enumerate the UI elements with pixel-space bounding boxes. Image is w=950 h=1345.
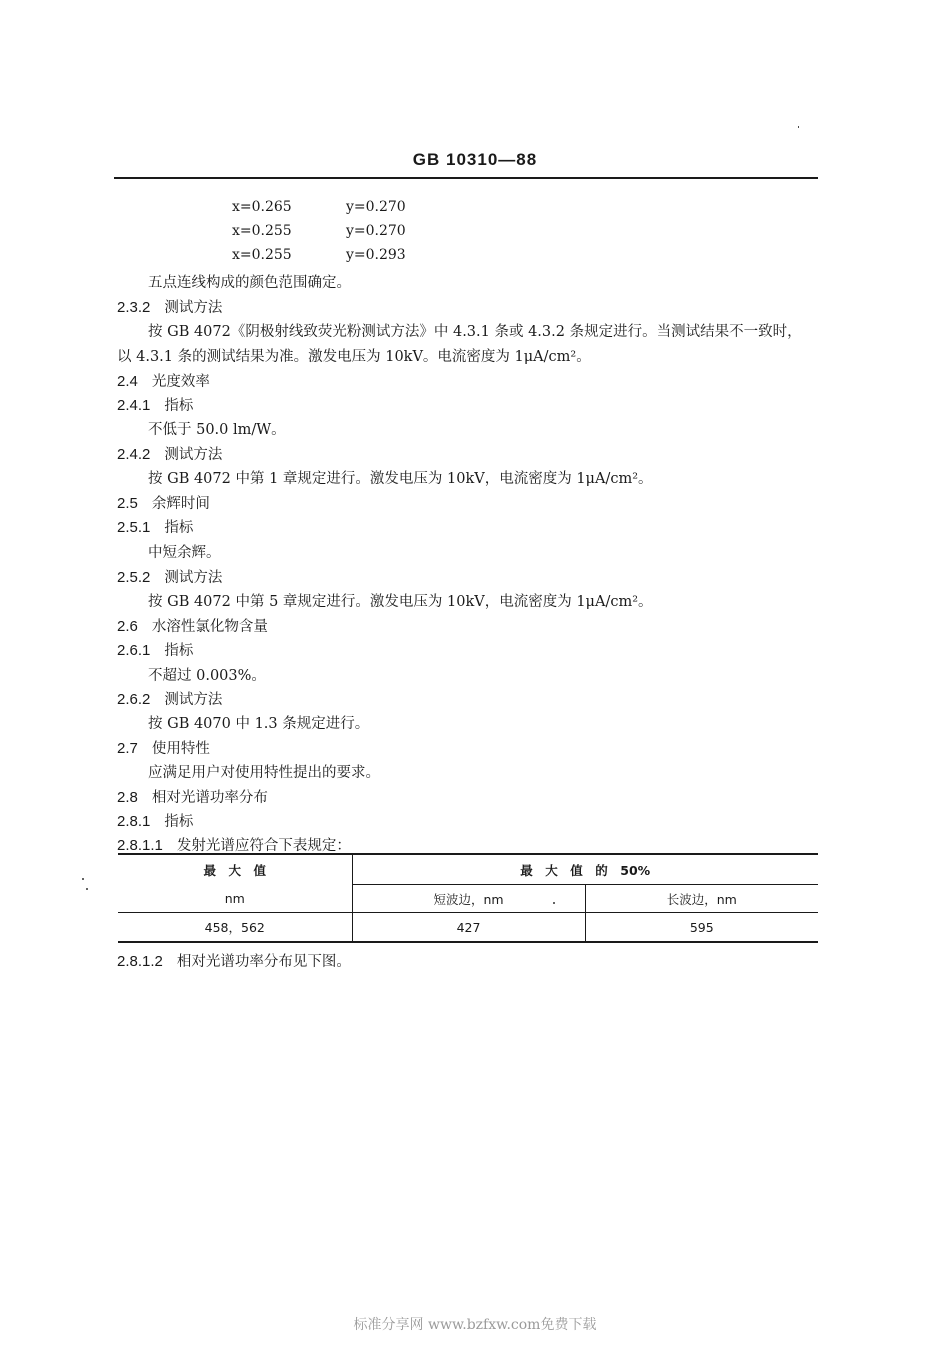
section-number: 2.5 xyxy=(117,495,138,512)
body-text: 以 4.3.1 条的测试结果为准。激发电压为 10kV。电流密度为 1μA/cm²。 xyxy=(117,349,591,365)
scan-speck xyxy=(82,878,84,880)
section-number: 2.8 xyxy=(117,789,138,806)
section-heading xyxy=(117,296,222,317)
table-row xyxy=(118,854,818,885)
section-number: 2.8.1.2 xyxy=(117,953,163,970)
section-heading xyxy=(117,443,222,464)
section-heading xyxy=(117,834,351,855)
header-rule xyxy=(114,177,818,179)
section-heading xyxy=(117,737,210,758)
scan-speck xyxy=(798,126,799,128)
table-cell-long: 595 xyxy=(585,913,818,943)
body-text: 中短余辉。 xyxy=(148,545,221,561)
table-row xyxy=(118,885,818,913)
scan-speck xyxy=(86,888,88,890)
section-title: 指标 xyxy=(164,520,194,536)
body-text: 按 GB 4072 中第 1 章规定进行。激发电压为 10kV，电流密度为 1μA/cm²。 xyxy=(148,471,653,487)
section-title: 余辉时间 xyxy=(151,496,210,512)
section-title: 指标 xyxy=(164,643,194,659)
table-header-peak: 最 大 值 xyxy=(203,862,266,878)
coord-x-2: x=0.255 xyxy=(232,223,292,239)
body-text: 不低于 50.0 lm/W。 xyxy=(148,422,286,438)
section-number: 2.4.1 xyxy=(117,397,151,414)
section-title: 测试方法 xyxy=(164,300,223,316)
table-header-half-max: 最 大 值 的 50% xyxy=(352,854,818,885)
section-heading xyxy=(117,566,222,587)
body-text: 按 GB 4072 中第 5 章规定进行。激发电压为 10kV，电流密度为 1μA/cm²。 xyxy=(148,594,653,610)
section-heading xyxy=(117,370,210,391)
section-number: 2.8.1.1 xyxy=(117,837,163,854)
section-number: 2.4.2 xyxy=(117,446,151,463)
table-cell-short: 427 xyxy=(352,913,585,943)
section-number: 2.3.2 xyxy=(117,299,151,316)
table-row xyxy=(118,913,818,943)
watermark-footer: 标准分享网 www.bzfxw.com免费下载 xyxy=(353,1317,597,1333)
section-title: 相对光谱功率分布 xyxy=(151,790,268,806)
section-number: 2.6 xyxy=(117,618,138,635)
coord-y-3: y=0.293 xyxy=(346,247,406,263)
body-text: 应满足用户对使用特性提出的要求。 xyxy=(148,765,380,781)
body-text: 按 GB 4070 中 1.3 条规定进行。 xyxy=(148,716,370,732)
section-heading xyxy=(117,950,351,971)
coord-y-1: y=0.270 xyxy=(346,199,406,215)
section-heading xyxy=(117,492,210,513)
table-header-long-wave: 长波边，nm xyxy=(585,885,818,913)
section-number: 2.6.2 xyxy=(117,691,151,708)
section-title: 指标 xyxy=(164,814,194,830)
section-number: 2.5.1 xyxy=(117,519,151,536)
section-title: 光度效率 xyxy=(151,374,210,390)
body-text: 不超过 0.003%。 xyxy=(148,668,266,684)
section-heading xyxy=(117,516,193,537)
table-header-peak-unit: nm xyxy=(224,890,245,906)
section-number: 2.5.2 xyxy=(117,569,151,586)
table-cell-peak: 458，562 xyxy=(118,913,352,943)
section-title: 水溶性氯化物含量 xyxy=(151,619,268,635)
section-number: 2.6.1 xyxy=(117,642,151,659)
section-number: 2.4 xyxy=(117,373,138,390)
body-text: 五点连线构成的颜色范围确定。 xyxy=(148,275,351,291)
section-number: 2.7 xyxy=(117,740,138,757)
section-title: 使用特性 xyxy=(151,741,210,757)
section-heading xyxy=(117,688,222,709)
section-number: 2.8.1 xyxy=(117,813,151,830)
page-header-doc-code: GB 10310—88 xyxy=(412,150,538,169)
coord-x-1: x=0.265 xyxy=(232,199,292,215)
body-text: 按 GB 4072《阴极射线致荧光粉测试方法》中 4.3.1 条或 4.3.2 条规定进行。当测试结果不一致时， xyxy=(148,324,802,340)
section-title: 相对光谱功率分布见下图。 xyxy=(176,954,351,970)
section-heading xyxy=(117,615,268,636)
section-heading xyxy=(117,810,193,831)
section-heading xyxy=(117,786,268,807)
table-header-short-wave: 短波边，nm xyxy=(352,885,585,913)
coord-y-2: y=0.270 xyxy=(346,223,406,239)
section-title: 发射光谱应符合下表规定： xyxy=(176,838,351,854)
section-heading xyxy=(117,394,193,415)
section-heading xyxy=(117,639,193,660)
emission-spectrum-table xyxy=(118,853,818,943)
scan-speck xyxy=(553,902,555,904)
section-title: 指标 xyxy=(164,398,194,414)
section-title: 测试方法 xyxy=(164,692,223,708)
section-title: 测试方法 xyxy=(164,447,223,463)
coord-x-3: x=0.255 xyxy=(232,247,292,263)
section-title: 测试方法 xyxy=(164,570,223,586)
